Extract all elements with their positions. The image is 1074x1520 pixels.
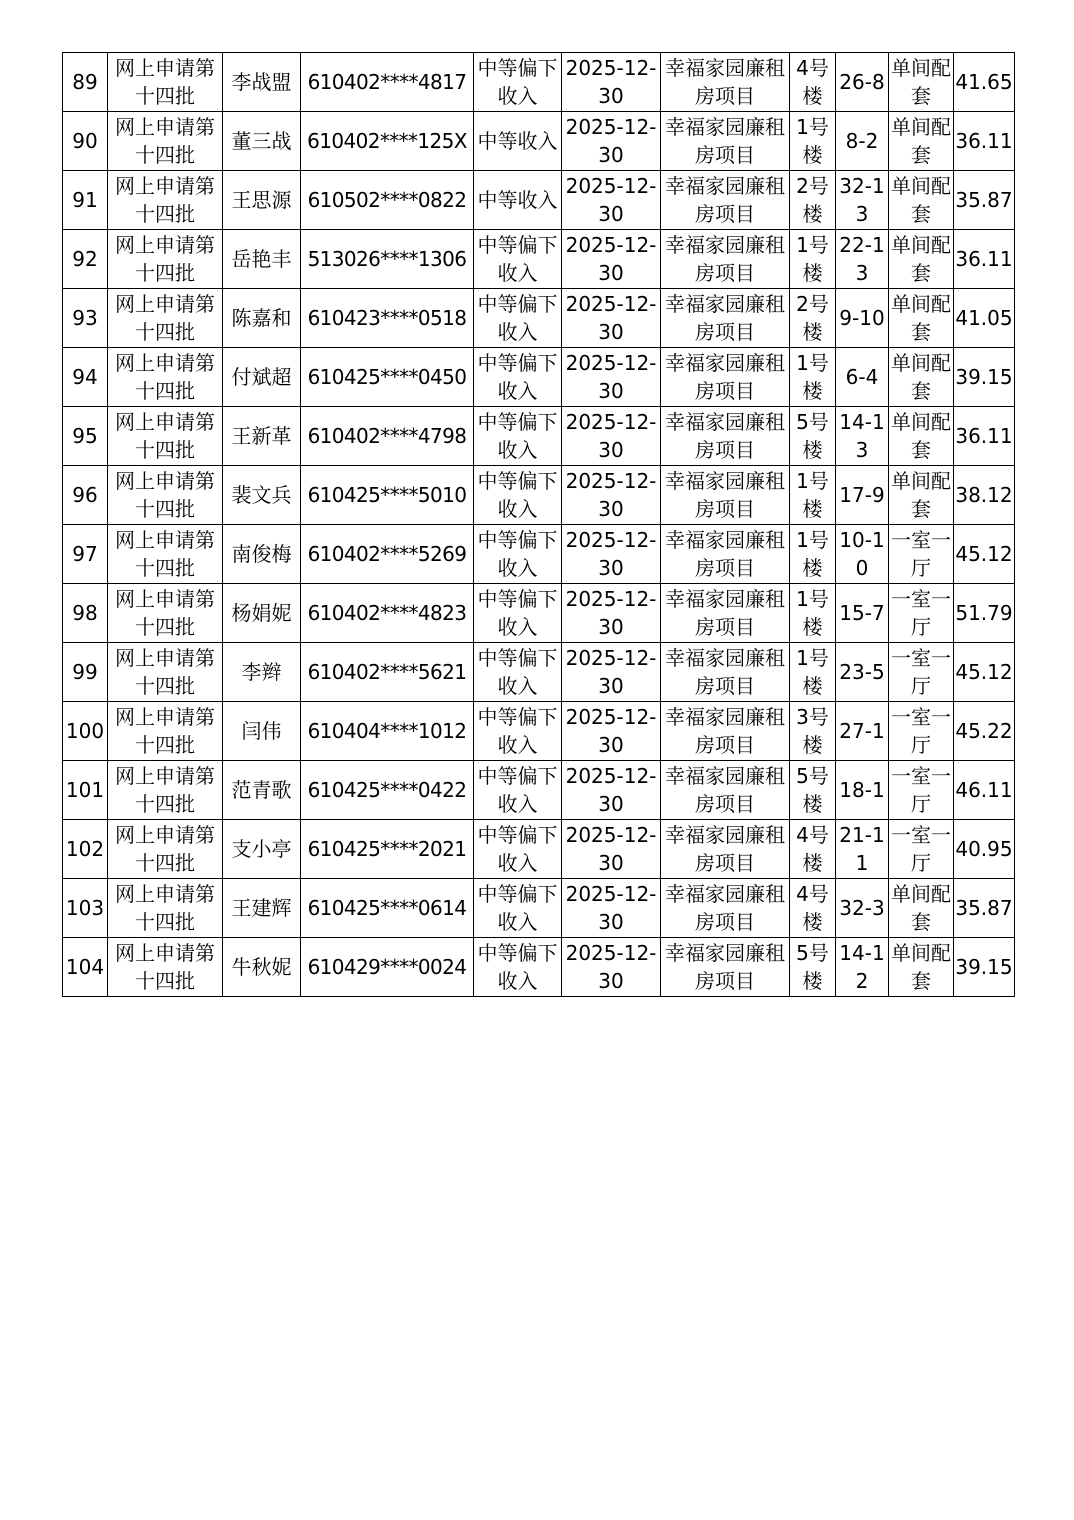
cell-unit: 8-2: [836, 112, 889, 171]
cell-project: 幸福家园廉租房项目: [661, 289, 790, 348]
cell-building: 4号楼: [790, 879, 836, 938]
cell-area: 39.15: [954, 348, 1015, 407]
table-row: [63, 938, 1015, 997]
cell-income-level: 中等收入: [474, 171, 562, 230]
table-row: [63, 702, 1015, 761]
cell-area: 36.11: [954, 112, 1015, 171]
cell-batch: 网上申请第十四批: [108, 584, 223, 643]
cell-name: 王思源: [223, 171, 301, 230]
cell-id-number: 610425****2021: [301, 820, 474, 879]
cell-batch: 网上申请第十四批: [108, 525, 223, 584]
cell-room-type: 一室一厅: [889, 761, 954, 820]
cell-id-number: 610502****0822: [301, 171, 474, 230]
cell-building: 1号楼: [790, 643, 836, 702]
cell-room-type: 一室一厅: [889, 525, 954, 584]
cell-unit: 6-4: [836, 348, 889, 407]
table-row: [63, 230, 1015, 289]
cell-income-level: 中等偏下收入: [474, 230, 562, 289]
cell-date: 2025-12-30: [562, 938, 661, 997]
cell-batch: 网上申请第十四批: [108, 938, 223, 997]
cell-id-number: 610425****0450: [301, 348, 474, 407]
cell-project: 幸福家园廉租房项目: [661, 466, 790, 525]
cell-id-number: 610402****125X: [301, 112, 474, 171]
cell-seq: 96: [63, 466, 108, 525]
cell-unit: 15-7: [836, 584, 889, 643]
table-row: [63, 525, 1015, 584]
cell-name: 王建辉: [223, 879, 301, 938]
cell-seq: 90: [63, 112, 108, 171]
cell-building: 1号楼: [790, 348, 836, 407]
cell-id-number: 610423****0518: [301, 289, 474, 348]
cell-income-level: 中等偏下收入: [474, 407, 562, 466]
cell-unit: 32-13: [836, 171, 889, 230]
cell-id-number: 610402****4798: [301, 407, 474, 466]
cell-room-type: 单间配套: [889, 112, 954, 171]
cell-date: 2025-12-30: [562, 466, 661, 525]
cell-income-level: 中等偏下收入: [474, 643, 562, 702]
cell-income-level: 中等偏下收入: [474, 289, 562, 348]
cell-project: 幸福家园廉租房项目: [661, 53, 790, 112]
cell-building: 3号楼: [790, 702, 836, 761]
cell-date: 2025-12-30: [562, 525, 661, 584]
table-row: [63, 53, 1015, 112]
cell-seq: 89: [63, 53, 108, 112]
cell-batch: 网上申请第十四批: [108, 112, 223, 171]
cell-project: 幸福家园廉租房项目: [661, 879, 790, 938]
table-row: [63, 584, 1015, 643]
cell-project: 幸福家园廉租房项目: [661, 407, 790, 466]
cell-building: 5号楼: [790, 761, 836, 820]
cell-id-number: 513026****1306: [301, 230, 474, 289]
cell-income-level: 中等偏下收入: [474, 879, 562, 938]
cell-project: 幸福家园廉租房项目: [661, 761, 790, 820]
cell-seq: 99: [63, 643, 108, 702]
table-row: [63, 820, 1015, 879]
table-row: [63, 407, 1015, 466]
cell-name: 李战盟: [223, 53, 301, 112]
cell-date: 2025-12-30: [562, 112, 661, 171]
cell-area: 41.65: [954, 53, 1015, 112]
cell-name: 闫伟: [223, 702, 301, 761]
cell-unit: 9-10: [836, 289, 889, 348]
cell-id-number: 610402****4817: [301, 53, 474, 112]
cell-building: 1号楼: [790, 112, 836, 171]
cell-building: 1号楼: [790, 466, 836, 525]
cell-unit: 23-5: [836, 643, 889, 702]
cell-name: 董三战: [223, 112, 301, 171]
cell-name: 付斌超: [223, 348, 301, 407]
cell-date: 2025-12-30: [562, 643, 661, 702]
cell-seq: 94: [63, 348, 108, 407]
cell-date: 2025-12-30: [562, 407, 661, 466]
cell-seq: 95: [63, 407, 108, 466]
cell-area: 36.11: [954, 230, 1015, 289]
cell-seq: 93: [63, 289, 108, 348]
table-row: [63, 879, 1015, 938]
cell-building: 1号楼: [790, 230, 836, 289]
cell-batch: 网上申请第十四批: [108, 820, 223, 879]
cell-project: 幸福家园廉租房项目: [661, 171, 790, 230]
cell-id-number: 610402****5621: [301, 643, 474, 702]
cell-id-number: 610425****0422: [301, 761, 474, 820]
cell-room-type: 单间配套: [889, 289, 954, 348]
cell-date: 2025-12-30: [562, 761, 661, 820]
cell-building: 1号楼: [790, 584, 836, 643]
table-row: [63, 643, 1015, 702]
cell-building: 5号楼: [790, 938, 836, 997]
cell-date: 2025-12-30: [562, 702, 661, 761]
table-row: [63, 289, 1015, 348]
cell-unit: 21-11: [836, 820, 889, 879]
table-row: [63, 112, 1015, 171]
cell-id-number: 610425****5010: [301, 466, 474, 525]
cell-room-type: 单间配套: [889, 938, 954, 997]
cell-building: 2号楼: [790, 289, 836, 348]
cell-room-type: 单间配套: [889, 348, 954, 407]
cell-seq: 91: [63, 171, 108, 230]
cell-area: 35.87: [954, 171, 1015, 230]
cell-building: 4号楼: [790, 820, 836, 879]
cell-seq: 100: [63, 702, 108, 761]
cell-batch: 网上申请第十四批: [108, 348, 223, 407]
cell-project: 幸福家园廉租房项目: [661, 112, 790, 171]
cell-name: 杨娟妮: [223, 584, 301, 643]
cell-income-level: 中等偏下收入: [474, 466, 562, 525]
cell-seq: 98: [63, 584, 108, 643]
cell-batch: 网上申请第十四批: [108, 643, 223, 702]
cell-seq: 103: [63, 879, 108, 938]
cell-room-type: 单间配套: [889, 171, 954, 230]
cell-name: 裴文兵: [223, 466, 301, 525]
cell-room-type: 单间配套: [889, 53, 954, 112]
cell-project: 幸福家园廉租房项目: [661, 702, 790, 761]
cell-unit: 17-9: [836, 466, 889, 525]
cell-batch: 网上申请第十四批: [108, 53, 223, 112]
cell-batch: 网上申请第十四批: [108, 702, 223, 761]
cell-name: 范青歌: [223, 761, 301, 820]
cell-id-number: 610402****4823: [301, 584, 474, 643]
cell-id-number: 610425****0614: [301, 879, 474, 938]
cell-name: 王新革: [223, 407, 301, 466]
cell-unit: 26-8: [836, 53, 889, 112]
cell-batch: 网上申请第十四批: [108, 230, 223, 289]
cell-project: 幸福家园廉租房项目: [661, 525, 790, 584]
cell-seq: 104: [63, 938, 108, 997]
cell-income-level: 中等偏下收入: [474, 584, 562, 643]
cell-date: 2025-12-30: [562, 348, 661, 407]
cell-seq: 101: [63, 761, 108, 820]
table-row: [63, 348, 1015, 407]
housing-allocation-table: [62, 52, 1015, 997]
cell-area: 40.95: [954, 820, 1015, 879]
cell-batch: 网上申请第十四批: [108, 407, 223, 466]
cell-income-level: 中等偏下收入: [474, 53, 562, 112]
cell-area: 46.11: [954, 761, 1015, 820]
cell-room-type: 单间配套: [889, 407, 954, 466]
cell-project: 幸福家园廉租房项目: [661, 820, 790, 879]
cell-batch: 网上申请第十四批: [108, 289, 223, 348]
cell-unit: 27-1: [836, 702, 889, 761]
cell-room-type: 单间配套: [889, 879, 954, 938]
cell-project: 幸福家园廉租房项目: [661, 643, 790, 702]
cell-project: 幸福家园廉租房项目: [661, 584, 790, 643]
cell-unit: 18-1: [836, 761, 889, 820]
cell-room-type: 一室一厅: [889, 820, 954, 879]
cell-project: 幸福家园廉租房项目: [661, 348, 790, 407]
cell-building: 5号楼: [790, 407, 836, 466]
cell-batch: 网上申请第十四批: [108, 171, 223, 230]
cell-project: 幸福家园廉租房项目: [661, 938, 790, 997]
cell-unit: 14-12: [836, 938, 889, 997]
cell-name: 南俊梅: [223, 525, 301, 584]
cell-area: 45.12: [954, 525, 1015, 584]
cell-date: 2025-12-30: [562, 584, 661, 643]
cell-name: 陈嘉和: [223, 289, 301, 348]
cell-area: 45.12: [954, 643, 1015, 702]
cell-batch: 网上申请第十四批: [108, 466, 223, 525]
cell-date: 2025-12-30: [562, 879, 661, 938]
cell-area: 35.87: [954, 879, 1015, 938]
table-row: [63, 171, 1015, 230]
cell-income-level: 中等偏下收入: [474, 761, 562, 820]
cell-seq: 97: [63, 525, 108, 584]
cell-area: 41.05: [954, 289, 1015, 348]
cell-unit: 10-10: [836, 525, 889, 584]
cell-project: 幸福家园廉租房项目: [661, 230, 790, 289]
cell-area: 51.79: [954, 584, 1015, 643]
cell-id-number: 610402****5269: [301, 525, 474, 584]
cell-date: 2025-12-30: [562, 289, 661, 348]
cell-income-level: 中等偏下收入: [474, 525, 562, 584]
cell-unit: 32-3: [836, 879, 889, 938]
cell-batch: 网上申请第十四批: [108, 879, 223, 938]
cell-name: 支小亭: [223, 820, 301, 879]
cell-room-type: 单间配套: [889, 230, 954, 289]
cell-income-level: 中等偏下收入: [474, 820, 562, 879]
cell-building: 4号楼: [790, 53, 836, 112]
table-body: [63, 53, 1015, 997]
cell-name: 牛秋妮: [223, 938, 301, 997]
cell-id-number: 610429****0024: [301, 938, 474, 997]
cell-area: 39.15: [954, 938, 1015, 997]
cell-income-level: 中等收入: [474, 112, 562, 171]
cell-building: 2号楼: [790, 171, 836, 230]
cell-room-type: 一室一厅: [889, 584, 954, 643]
cell-income-level: 中等偏下收入: [474, 702, 562, 761]
cell-seq: 102: [63, 820, 108, 879]
cell-income-level: 中等偏下收入: [474, 348, 562, 407]
cell-seq: 92: [63, 230, 108, 289]
cell-id-number: 610404****1012: [301, 702, 474, 761]
cell-room-type: 一室一厅: [889, 643, 954, 702]
cell-room-type: 一室一厅: [889, 702, 954, 761]
cell-income-level: 中等偏下收入: [474, 938, 562, 997]
table-row: [63, 466, 1015, 525]
cell-building: 1号楼: [790, 525, 836, 584]
cell-area: 36.11: [954, 407, 1015, 466]
cell-date: 2025-12-30: [562, 230, 661, 289]
cell-batch: 网上申请第十四批: [108, 761, 223, 820]
cell-name: 岳艳丰: [223, 230, 301, 289]
cell-room-type: 单间配套: [889, 466, 954, 525]
cell-date: 2025-12-30: [562, 53, 661, 112]
cell-area: 38.12: [954, 466, 1015, 525]
table-row: [63, 761, 1015, 820]
cell-date: 2025-12-30: [562, 820, 661, 879]
cell-name: 李辫: [223, 643, 301, 702]
cell-unit: 14-13: [836, 407, 889, 466]
cell-unit: 22-13: [836, 230, 889, 289]
cell-area: 45.22: [954, 702, 1015, 761]
cell-date: 2025-12-30: [562, 171, 661, 230]
